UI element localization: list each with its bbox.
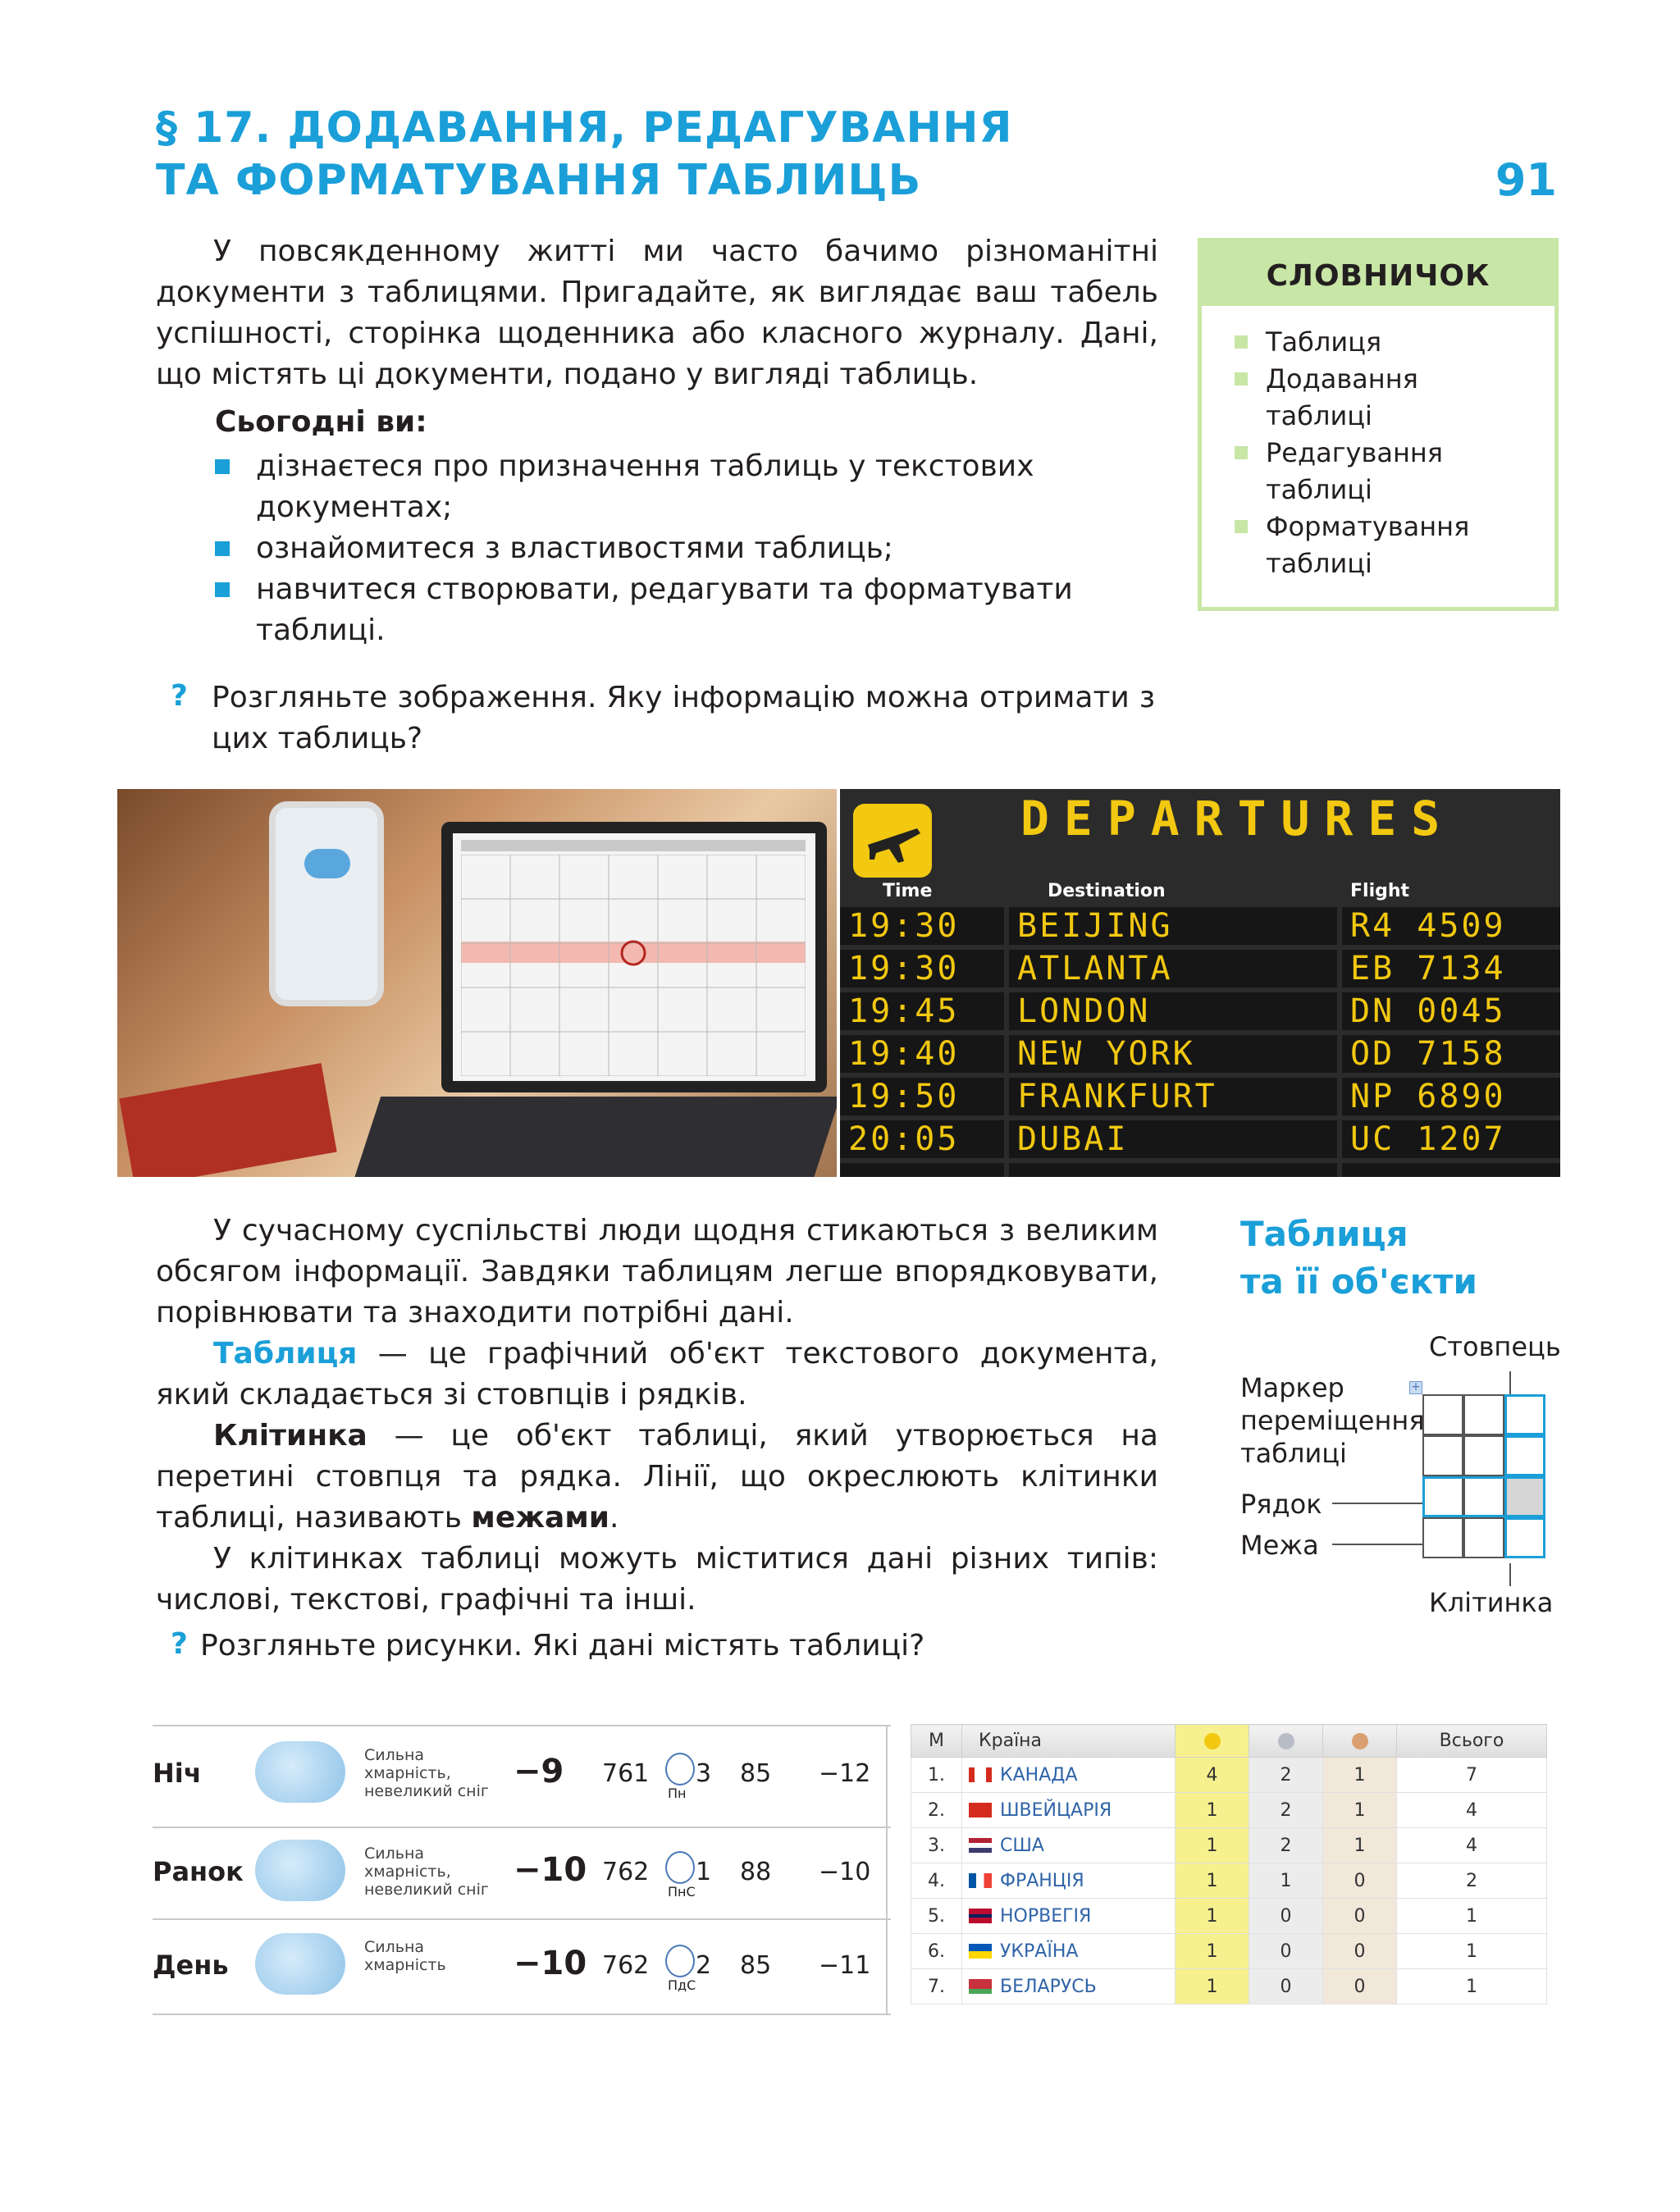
airplane-icon <box>853 804 932 878</box>
weather-table <box>153 1725 891 2016</box>
medal-table <box>911 1724 1547 2004</box>
glossary-item: Додавання таблиці <box>1235 361 1481 435</box>
term-cell: Клітинка <box>213 1419 368 1453</box>
departures-title: DEPARTURES <box>1020 791 1455 846</box>
flag-belarus-icon <box>969 1979 992 1994</box>
snow-cloud-icon <box>255 1840 345 1901</box>
objectives-title: Сьогодні ви: <box>215 405 427 439</box>
wind-direction-icon <box>665 1753 695 1786</box>
flag-france-icon <box>969 1873 992 1888</box>
cloud-icon <box>304 849 350 878</box>
departure-row: 19:40 NEW YORK OD 7158 <box>840 1035 1560 1076</box>
red-notebook <box>119 1063 336 1177</box>
departure-row: 19:45 LONDON DN 0045 <box>840 992 1560 1033</box>
glossary-item: Редагування таблиці <box>1235 435 1481 509</box>
paragraph-1: У сучасному суспільстві люди щодня стикаються з великим обсягом інформації. Завдяки таблицям легше впорядковувати, порівнювати та знаходити потрібні дані. <box>156 1214 1158 1329</box>
objective-item: ознайомитеся з властивостями таблиць; <box>215 528 1158 569</box>
laptop-calendar-photo <box>117 789 837 1177</box>
section-title <box>156 102 1386 207</box>
section-title-line-1: § 17. ДОДАВАННЯ, РЕДАГУВАННЯ <box>156 103 1013 153</box>
term-borders: межами <box>471 1501 609 1535</box>
flag-ukraine-icon <box>969 1944 992 1959</box>
glossary-item: Таблиця <box>1235 324 1554 361</box>
departures-board <box>840 789 1560 1177</box>
table-row: 2. ШВЕЙЦАРІЯ 1 2 1 4 <box>911 1793 1547 1828</box>
silver-medal-icon <box>1249 1725 1323 1758</box>
row-highlight <box>1422 1476 1545 1517</box>
wind-direction-icon <box>665 1851 695 1884</box>
question-1-text: Розгляньте зображення. Яку інформацію можна отримати з цих таблиць? <box>212 681 1155 755</box>
label-row: Рядок <box>1240 1489 1322 1520</box>
table-row: 4. ФРАНЦІЯ 1 1 0 2 <box>911 1863 1547 1899</box>
col-time: Time <box>883 881 933 901</box>
flag-canada-icon <box>969 1767 992 1782</box>
glossary-box <box>1198 238 1559 611</box>
departure-row: 19:30 ATLANTA EB 7134 <box>840 950 1560 991</box>
snow-cloud-icon <box>255 1741 345 1803</box>
move-handle-icon: + <box>1409 1381 1422 1394</box>
departure-row: 19:50 FRANKFURT NP 6890 <box>840 1078 1560 1119</box>
section-title-line-2: ТА ФОРМАТУВАННЯ ТАБЛИЦЬ <box>156 156 922 205</box>
label-border: Межа <box>1240 1530 1319 1561</box>
page-number: 91 <box>1495 154 1557 206</box>
objectives-list <box>215 446 1158 651</box>
objective-item: навчитеся створювати, редагувати та форматувати таблиці. <box>215 569 1158 651</box>
paragraph-4: У клітинках таблиці можуть міститися дані різних типів: числові, текстові, графічні та інші. <box>156 1542 1158 1617</box>
table-row: 5. НОРВЕГІЯ 1 0 0 1 <box>911 1899 1547 1934</box>
glossary-list <box>1202 306 1554 582</box>
table-row: 1. КАНАДА 4 2 1 7 <box>911 1758 1547 1793</box>
question-mark-icon: ? <box>171 679 188 713</box>
calendar-grid <box>461 855 806 1076</box>
col-destination: Destination <box>1048 881 1166 901</box>
label-cell: Клітинка <box>1429 1587 1554 1618</box>
intro-paragraph: У повсякденному житті ми часто бачимо різноманітні документи з таблицями. Пригадайте, як виглядає ваш табель успішності, сторінка щоденника або класного журналу. Дані, що містять ці документи, подано у вигляді таблиць. <box>156 235 1158 391</box>
flag-switzerland-icon <box>969 1803 992 1817</box>
medal-table-header: М Країна Всього <box>911 1725 1547 1758</box>
smartphone <box>269 801 384 1006</box>
departure-row: 19:30 BEIJING R4 4509 <box>840 907 1560 948</box>
table-diagram <box>1422 1394 1550 1563</box>
bronze-medal-icon <box>1323 1725 1397 1758</box>
label-column: Стовпець <box>1429 1331 1561 1362</box>
laptop-keyboard <box>354 1097 837 1177</box>
departure-row: 20:05 DUBAI UC 1207 <box>840 1120 1560 1161</box>
wind-direction-icon <box>665 1945 695 1977</box>
gold-medal-icon <box>1176 1725 1249 1758</box>
flag-usa-icon <box>969 1838 992 1853</box>
col-flight: Flight <box>1350 881 1410 901</box>
departure-row-partial <box>840 1163 1560 1177</box>
weather-row: День Сильна хмарність −10 762 2 ПдС 85 −11 <box>153 1923 891 2014</box>
paragraph-2: Таблиця — це графічний об'єкт текстового документа, який складається зі стовпців і рядків. <box>156 1337 1158 1412</box>
body-text <box>156 1211 1158 1621</box>
question-2-text: Розгляньте рисунки. Які дані містять таблиці? <box>200 1629 925 1662</box>
weather-row: Ніч Сильна хмарність, невеликий сніг −9 761 3 Пн 85 −12 <box>153 1731 891 1822</box>
diagram-heading: Таблиця та її об'єкти <box>1240 1214 1477 1302</box>
laptop-screen <box>441 822 827 1092</box>
term-table: Таблиця <box>213 1337 358 1371</box>
cloud-icon <box>255 1933 345 1995</box>
flag-norway-icon <box>969 1909 992 1923</box>
table-row: 7. БЕЛАРУСЬ 1 0 0 1 <box>911 1969 1547 2004</box>
paragraph-3: Клітинка — це об'єкт таблиці, який утворюється на перетині стовпця та рядка. Лінії, що окреслюють клітинки таблиці, називають межами. <box>156 1419 1158 1535</box>
weather-row: Ранок Сильна хмарність, невеликий сніг −10 762 1 ПнС 88 −10 <box>153 1830 891 1920</box>
label-move-handle: Маркер переміщення таблиці <box>1240 1372 1425 1469</box>
table-row: 3. США 1 2 1 4 <box>911 1828 1547 1863</box>
table-row: 6. УКРАЇНА 1 0 0 1 <box>911 1934 1547 1969</box>
glossary-title: СЛОВНИЧОК <box>1202 242 1554 306</box>
question-mark-icon: ? <box>171 1627 188 1661</box>
objective-item: дізнаєтеся про призначення таблиць у текстових документах; <box>215 446 1158 528</box>
glossary-item: Форматування таблиці <box>1235 509 1481 582</box>
